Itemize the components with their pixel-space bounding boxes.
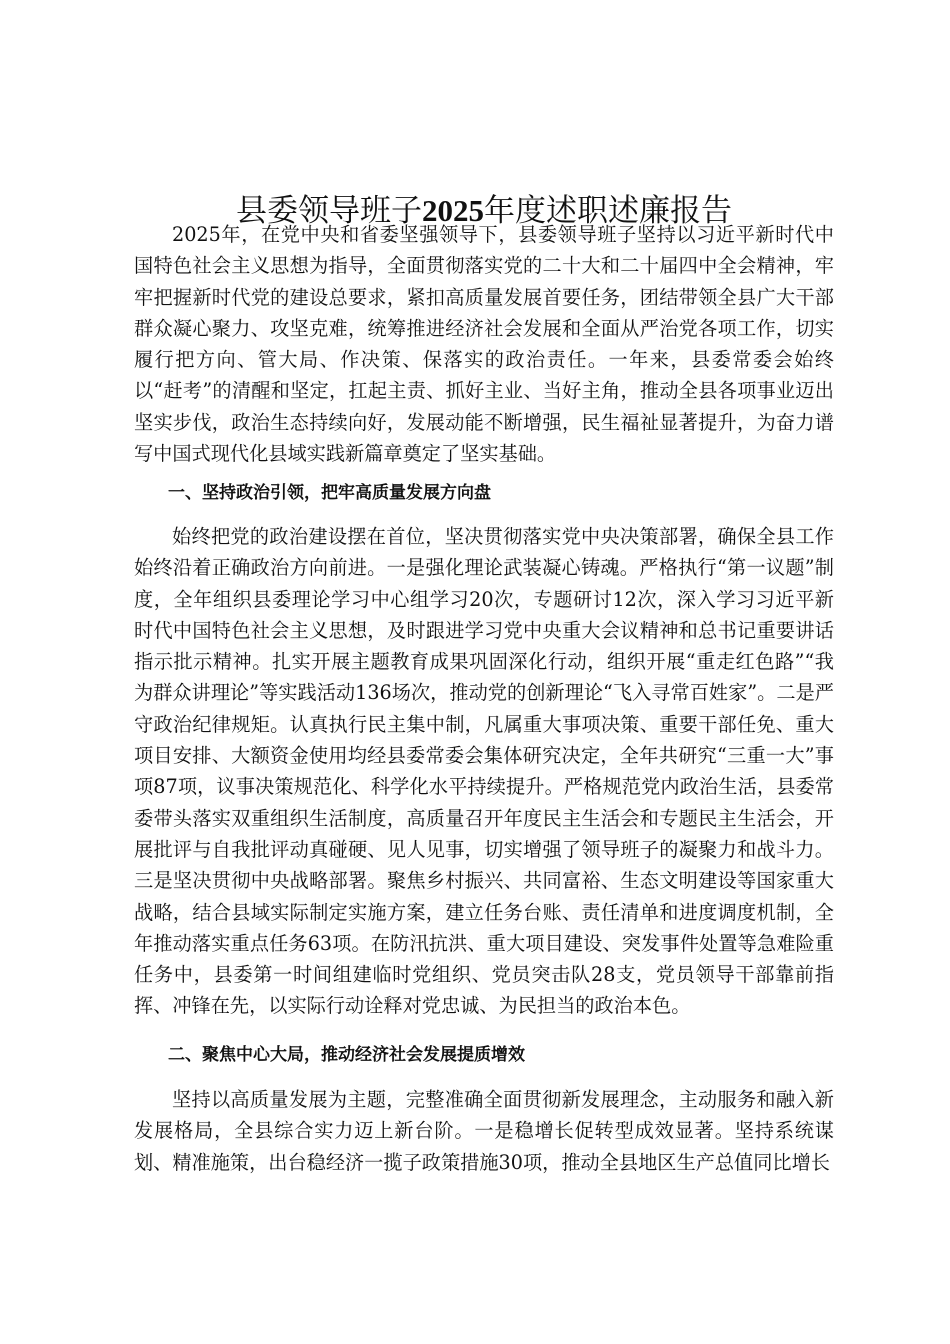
title-year: 2025 bbox=[422, 192, 484, 228]
section-heading-1: 一、坚持政治引领，把牢高质量发展方向盘 bbox=[168, 483, 491, 503]
intro-paragraph: 2025年，在党中央和省委坚强领导下，县委领导班子坚持以习近平新时代中国特色社会主义思想为指导，全面贯彻落实党的二十大和二十届四中全会精神，牢牢把握新时代党的建设总要求，紧扣高质量发展首要任务，团结带领全县广大干部群众凝心聚力、攻坚克难，统筹推进经济社会发展和全面从严治党各项工作，切实履行把方向、管大局、作决策、保落实的政治责任。一年来，县委常委会始终以“赶考”的清醒和坚定，扛起主责、抓好主业、当好主角，推动全县各项事业迈出坚实步伐，政治生态持续向好，发展动能不断增强，民生福祉显著提升，为奋力谱写中国式现代化县域实践新篇章奠定了坚实基础。 bbox=[134, 223, 834, 466]
section-body-1: 始终把党的政治建设摆在首位，坚决贯彻落实党中央决策部署，确保全县工作始终沿着正确政治方向前进。一是强化理论武装凝心铸魂。严格执行“第一议题”制度，全年组织县委理论学习中心组学习20次，专题研讨12次，深入学习习近平新时代中国特色社会主义思想，及时跟进学习党中央重大会议精神和总书记重要讲话指示批示精神。扎实开展主题教育成果巩固深化行动，组织开展“重走红色路”“我为群众讲理论”等实践活动136场次，推动党的创新理论“飞入寻常百姓家”。二是严守政治纪律规矩。认真执行民主集中制，凡属重大事项决策、重要干部任免、重大项目安排、大额资金使用均经县委常委会集体研究决定，全年共研究“三重一大”事项87项，议事决策规范化、科学化水平持续提升。严格规范党内政治生活，县委常委带头落实双重组织生活制度，高质量召开年度民主生活会和专题民主生活会，开展批评与自我批评动真碰硬、见人见事，切实增强了领导班子的凝聚力和战斗力。三是坚决贯彻中央战略部署。聚焦乡村振兴、共同富裕、生态文明建设等国家重大战略，结合县域实际制定实施方案，建立任务台账、责任清单和进度调度机制，全年推动落实重点任务63项。在防汛抗洪、重大项目建设、突发事件处置等急难险重任务中，县委第一时间组建临时党组织、党员突击队28支，党员领导干部靠前指挥、冲锋在先，以实际行动诠释对党忠诚、为民担当的政治本色。 bbox=[134, 525, 834, 1018]
section-body-2: 坚持以高质量发展为主题，完整准确全面贯彻新发展理念，主动服务和融入新发展格局，全县综合实力迈上新台阶。一是稳增长促转型成效显著。坚持系统谋划、精准施策，出台稳经济一揽子政策措施30项，推动全县地区生产总值同比增长 bbox=[134, 1088, 834, 1174]
title-prefix: 县委领导班子 bbox=[236, 192, 422, 229]
section-heading-2: 二、聚焦中心大局，推动经济社会发展提质增效 bbox=[168, 1045, 525, 1065]
title-suffix: 年度述职述廉报告 bbox=[484, 192, 732, 229]
